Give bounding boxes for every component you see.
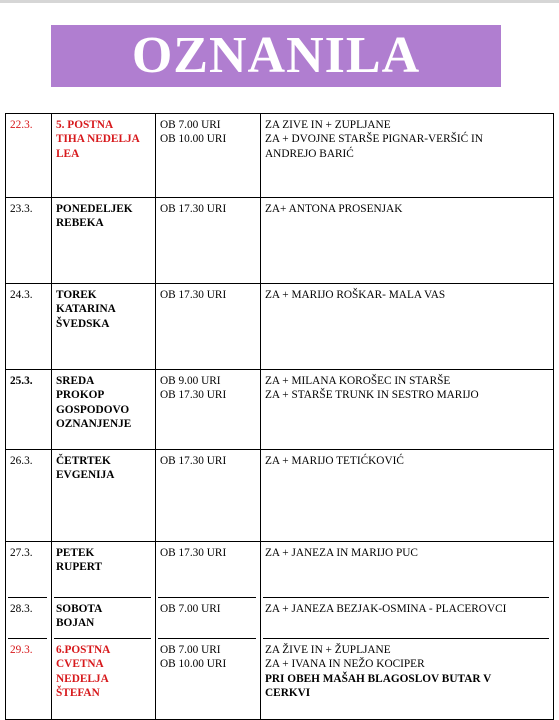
date-cell: 27.3. 28.3. 29.3. [6, 542, 52, 720]
date-cell: 23.3. [6, 198, 52, 284]
separator-line [8, 597, 47, 598]
time-cell: OB 7.00 URI OB 10.00 URI [156, 114, 261, 198]
day-cell: PONEDELJEK REBEKA [52, 198, 156, 284]
separator-line [54, 597, 151, 598]
intention-cell: ZA ZIVE IN + ZUPLJANE ZA + DVOJNE STARŠE PIGNAR-VERŠIĆ IN ANDREJO BARIĆ [261, 114, 554, 198]
intention-cell: ZA+ ANTONA PROSENJAK [261, 198, 554, 284]
day-cell: ČETRTEK EVGENIJA [52, 450, 156, 542]
day-cell: SREDA PROKOP GOSPODOVO OZNANJENJE [52, 370, 156, 450]
date-cell: 24.3. [6, 284, 52, 370]
separator-line [158, 638, 256, 639]
separator-line [8, 638, 47, 639]
blessing-note: CERKVI [265, 686, 311, 699]
date-cell: 25.3. [6, 370, 52, 450]
intention-cell: ZA + MILANA KOROŠEC IN STARŠE ZA + STARŠE TRUNK IN SESTRO MARIJO [261, 370, 554, 450]
separator-line [263, 638, 549, 639]
separator-line [54, 638, 151, 639]
intention-cell: ZA + MARIJO ROŠKAR- MALA VAS [261, 284, 554, 370]
time-cell: OB 17.30 URI [156, 198, 261, 284]
date-cell: 26.3. [6, 450, 52, 542]
table-row [6, 542, 554, 720]
top-border [0, 0, 559, 3]
time-cell: OB 17.30 URI [156, 450, 261, 542]
table-row [6, 284, 554, 370]
schedule-table [5, 113, 554, 720]
separator-line [158, 597, 256, 598]
blessing-note: PRI OBEH MAŠAH BLAGOSLOV BUTAR V [265, 672, 492, 685]
time-cell: OB 17.30 URI OB 7.00 URI OB 7.00 URI OB 10.00 URI [156, 542, 261, 720]
time-cell: OB 9.00 URI OB 17.30 URI [156, 370, 261, 450]
page-title: OZNANILA [131, 27, 421, 84]
table-row [6, 450, 554, 542]
day-cell: TOREK KATARINA ŠVEDSKA [52, 284, 156, 370]
day-cell: PETEK RUPERT SOBOTA BOJAN 6.POSTNA CVETNA NEDELJA ŠTEFAN [52, 542, 156, 720]
separator-line [263, 597, 549, 598]
table-row [6, 198, 554, 284]
time-cell: OB 17.30 URI [156, 284, 261, 370]
intention-cell: ZA + MARIJO TETIĆKOVIĆ [261, 450, 554, 542]
day-cell: 5. POSTNA TIHA NEDELJA LEA [52, 114, 156, 198]
title-banner [51, 25, 501, 87]
date-cell: 22.3. [6, 114, 52, 198]
table-row [6, 114, 554, 198]
table-row [6, 370, 554, 450]
intention-cell: ZA + JANEZA IN MARIJO PUC ZA + JANEZA BEZJAK-OSMINA - PLACEROVCI ZA ŽIVE IN + ŽUPLJANE ZA + IVANA IN NEŽO KOCIPER PRI OBEH MAŠAH BLAGOSLOV BUTAR V CERKVI [261, 542, 554, 720]
